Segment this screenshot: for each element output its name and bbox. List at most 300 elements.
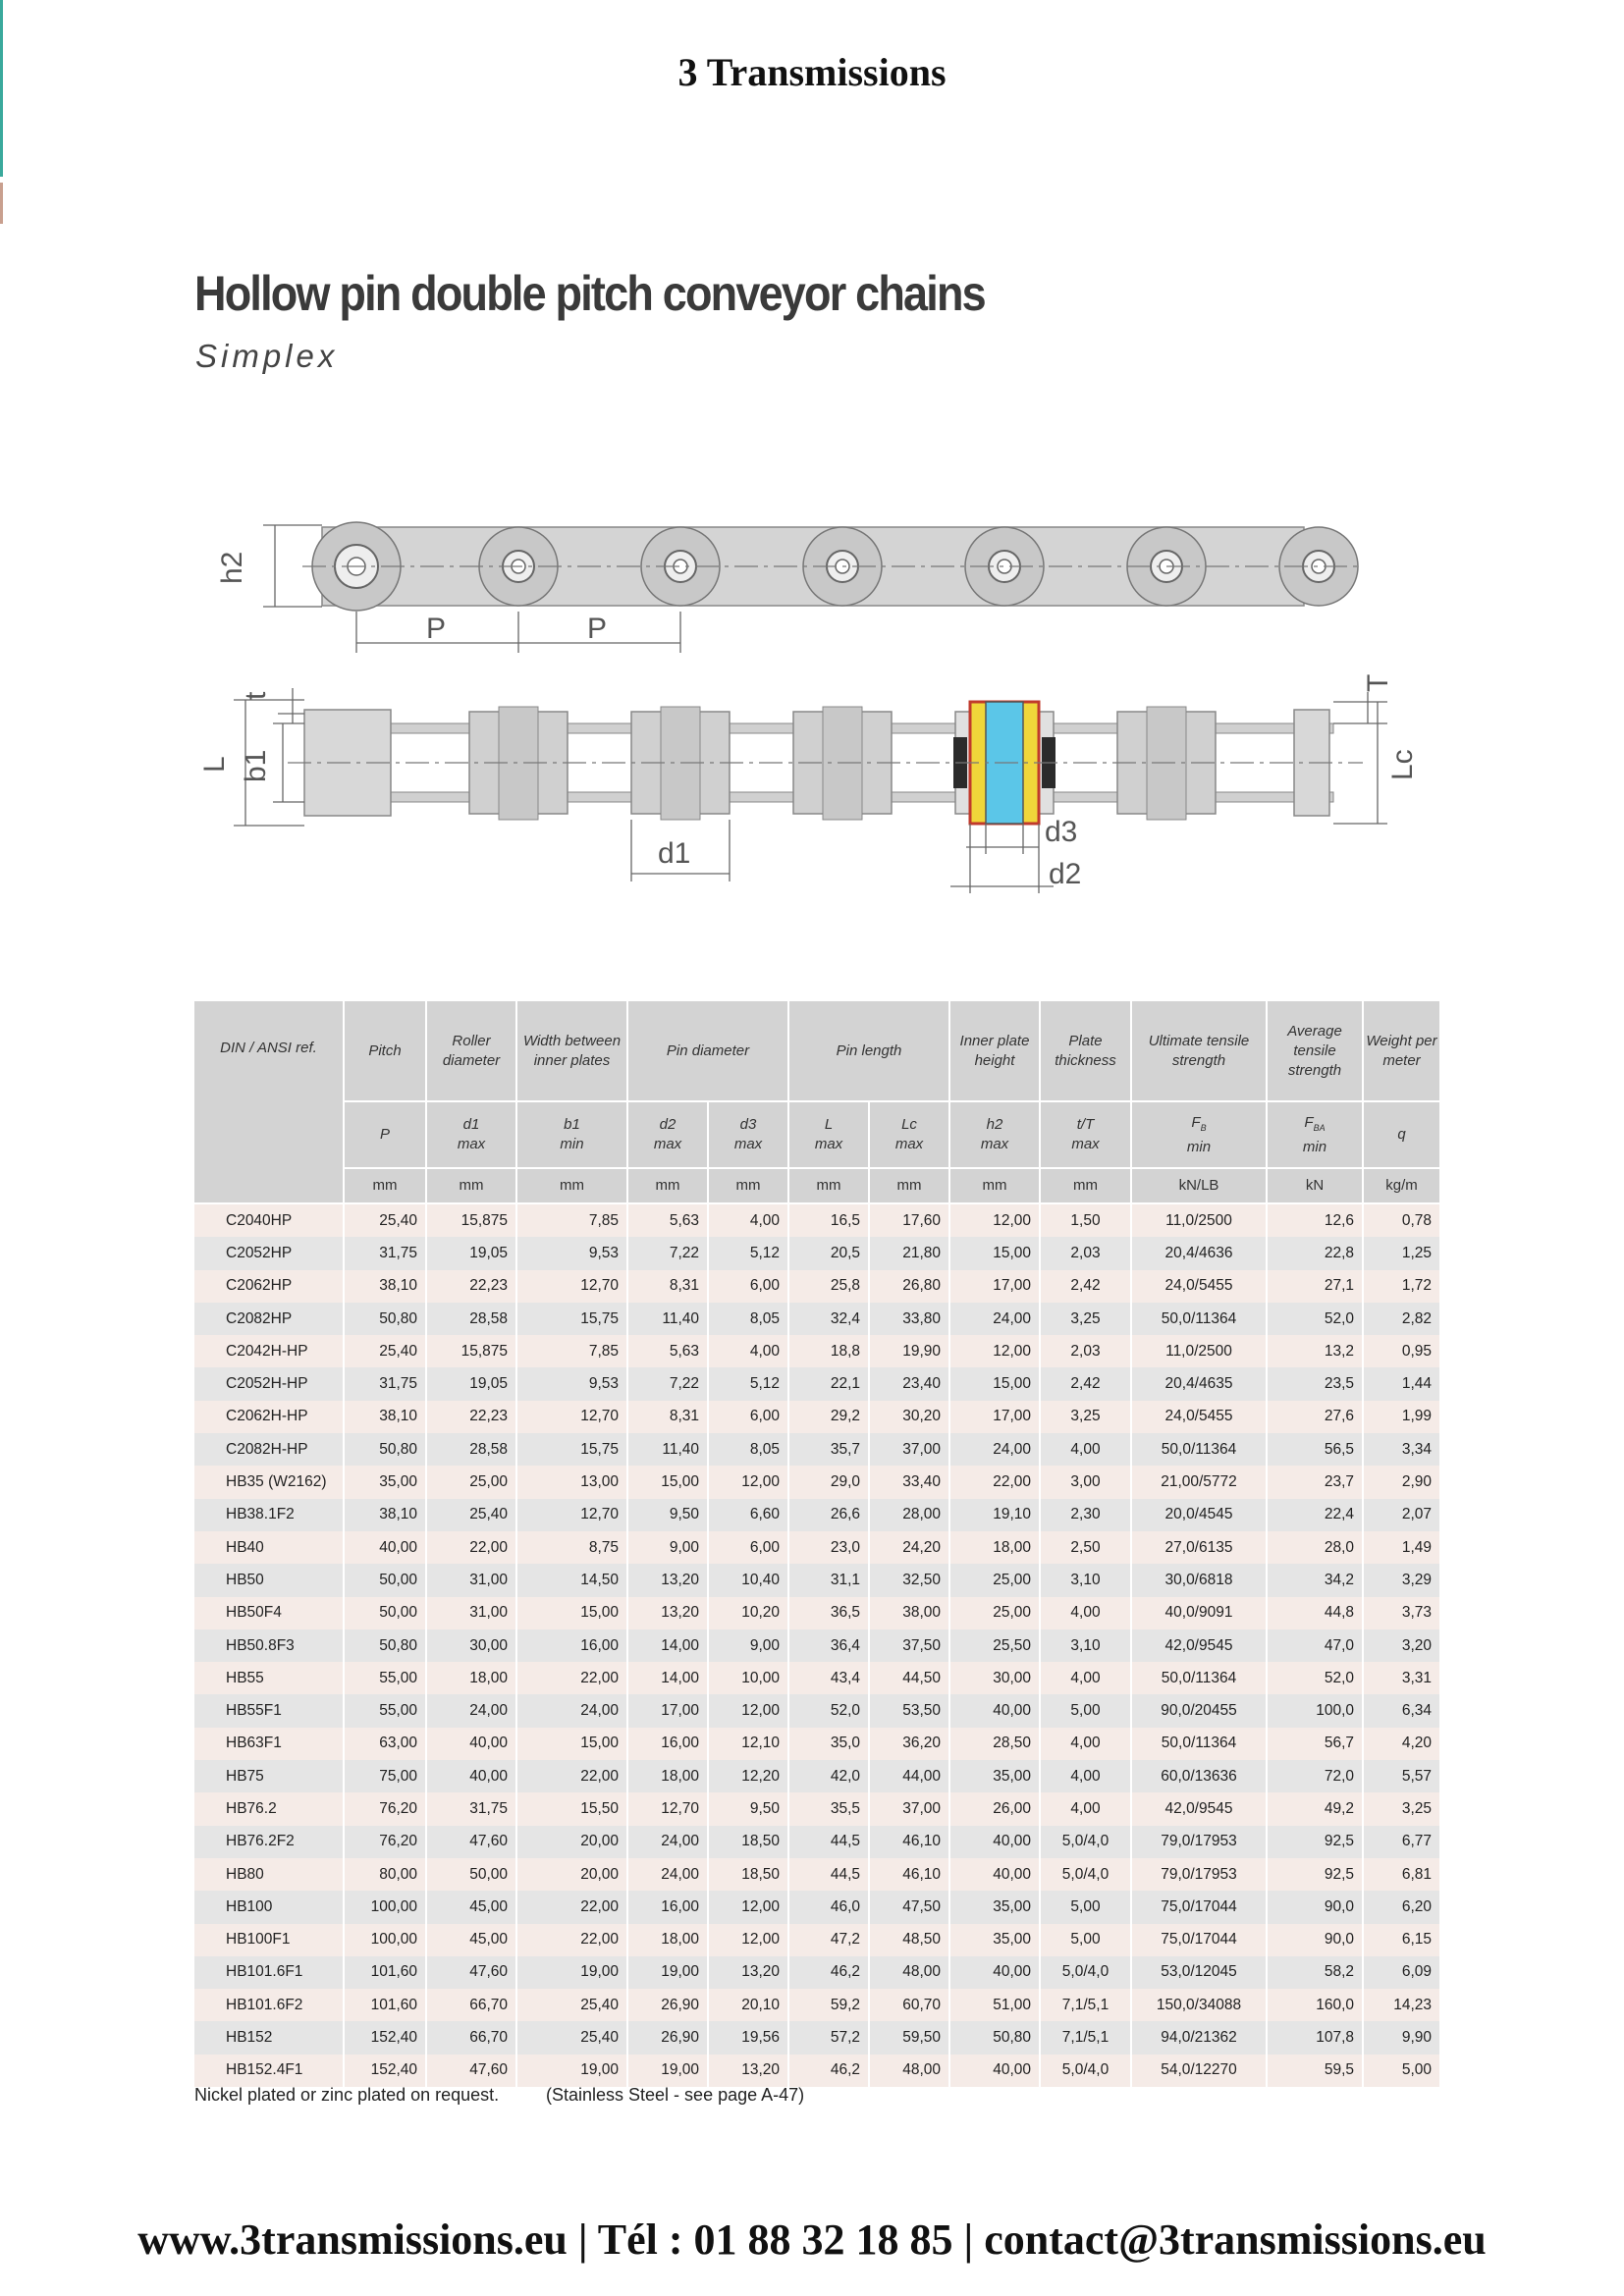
table-cell: 50,0/11364 xyxy=(1131,1662,1267,1694)
table-cell: 6,20 xyxy=(1363,1891,1440,1923)
table-cell: 2,07 xyxy=(1363,1499,1440,1531)
table-cell: 72,0 xyxy=(1267,1760,1363,1792)
table-cell: 80,00 xyxy=(344,1858,426,1891)
table-cell: 19,56 xyxy=(708,2021,788,2054)
table-cell: 25,00 xyxy=(949,1564,1040,1596)
table-cell: 55,00 xyxy=(344,1694,426,1727)
table-cell: 160,0 xyxy=(1267,1989,1363,2021)
chain-ref-cell: HB152.4F1 xyxy=(194,2055,344,2087)
table-cell: 19,00 xyxy=(516,1956,627,1989)
table-cell: 2,30 xyxy=(1040,1499,1131,1531)
table-row xyxy=(194,1597,1440,1629)
table-cell: 8,05 xyxy=(708,1303,788,1335)
table-cell: 13,20 xyxy=(708,2055,788,2087)
table-cell: 12,00 xyxy=(708,1924,788,1956)
table-cell: 2,82 xyxy=(1363,1303,1440,1335)
table-cell: 30,0/6818 xyxy=(1131,1564,1267,1596)
table-cell: 47,60 xyxy=(426,1956,516,1989)
chain-ref-cell: HB55 xyxy=(194,1662,344,1694)
table-cell: 100,00 xyxy=(344,1891,426,1923)
table-cell: 37,50 xyxy=(869,1629,949,1662)
table-cell: 22,00 xyxy=(516,1760,627,1792)
table-cell: 44,5 xyxy=(788,1858,869,1891)
table-cell: 56,7 xyxy=(1267,1728,1363,1760)
table-cell: 94,0/21362 xyxy=(1131,2021,1267,2054)
table-cell: 150,0/34088 xyxy=(1131,1989,1267,2021)
table-cell: 19,90 xyxy=(869,1335,949,1367)
table-cell: 50,80 xyxy=(344,1629,426,1662)
table-row xyxy=(194,1956,1440,1989)
header-average-strength: Average tensile strength xyxy=(1267,1001,1363,1101)
table-cell: 10,40 xyxy=(708,1564,788,1596)
table-cell: 13,20 xyxy=(708,1956,788,1989)
table-cell: 31,75 xyxy=(344,1367,426,1400)
chain-ref-cell: C2062H-HP xyxy=(194,1401,344,1433)
table-cell: 46,2 xyxy=(788,1956,869,1989)
unit: mm xyxy=(1040,1168,1131,1203)
table-cell: 15,75 xyxy=(516,1303,627,1335)
table-cell: 40,0/9091 xyxy=(1131,1597,1267,1629)
chain-ref-cell: HB80 xyxy=(194,1858,344,1891)
sym-Lc: Lc max xyxy=(869,1101,949,1168)
table-cell: 24,20 xyxy=(869,1531,949,1564)
table-cell: 9,00 xyxy=(627,1531,708,1564)
table-cell: 17,00 xyxy=(949,1401,1040,1433)
table-cell: 15,00 xyxy=(949,1237,1040,1269)
table-cell: 50,0/11364 xyxy=(1131,1728,1267,1760)
header-pin-length: Pin length xyxy=(788,1001,949,1101)
table-cell: 5,57 xyxy=(1363,1760,1440,1792)
table-cell: 107,8 xyxy=(1267,2021,1363,2054)
table-cell: 19,10 xyxy=(949,1499,1040,1531)
table-cell: 60,70 xyxy=(869,1989,949,2021)
table-cell: 24,00 xyxy=(627,1858,708,1891)
table-cell: 20,10 xyxy=(708,1989,788,2021)
table-cell: 37,00 xyxy=(869,1433,949,1466)
page-title: Hollow pin double pitch conveyor chains xyxy=(194,266,985,321)
table-cell: 4,00 xyxy=(1040,1728,1131,1760)
table-row xyxy=(194,2055,1440,2087)
table-cell: 20,4/4636 xyxy=(1131,1237,1267,1269)
table-cell: 13,2 xyxy=(1267,1335,1363,1367)
table-cell: 46,2 xyxy=(788,2055,869,2087)
table-row xyxy=(194,1662,1440,1694)
sym-P: P xyxy=(344,1101,426,1168)
label-h2: h2 xyxy=(216,551,248,584)
chain-ref-cell: C2062HP xyxy=(194,1270,344,1303)
header-width: Width between inner plates xyxy=(516,1001,627,1101)
table-cell: 52,0 xyxy=(1267,1662,1363,1694)
table-cell: 24,0/5455 xyxy=(1131,1270,1267,1303)
table-cell: 33,80 xyxy=(869,1303,949,1335)
table-cell: 20,0/4545 xyxy=(1131,1499,1267,1531)
table-cell: 42,0/9545 xyxy=(1131,1629,1267,1662)
table-cell: 22,00 xyxy=(516,1891,627,1923)
table-cell: 31,1 xyxy=(788,1564,869,1596)
table-cell: 3,31 xyxy=(1363,1662,1440,1694)
table-cell: 6,81 xyxy=(1363,1858,1440,1891)
table-cell: 13,20 xyxy=(627,1597,708,1629)
table-cell: 38,10 xyxy=(344,1401,426,1433)
table-cell: 3,73 xyxy=(1363,1597,1440,1629)
unit: mm xyxy=(949,1168,1040,1203)
table-cell: 4,00 xyxy=(1040,1597,1131,1629)
table-cell: 33,40 xyxy=(869,1466,949,1498)
table-cell: 40,00 xyxy=(949,1858,1040,1891)
table-cell: 23,5 xyxy=(1267,1367,1363,1400)
table-cell: 29,0 xyxy=(788,1466,869,1498)
table-cell: 3,10 xyxy=(1040,1629,1131,1662)
table-cell: 38,10 xyxy=(344,1270,426,1303)
table-cell: 20,00 xyxy=(516,1826,627,1858)
table-cell: 76,20 xyxy=(344,1826,426,1858)
table-cell: 42,0/9545 xyxy=(1131,1792,1267,1825)
table-cell: 27,1 xyxy=(1267,1270,1363,1303)
table-cell: 2,03 xyxy=(1040,1237,1131,1269)
unit: kN/LB xyxy=(1131,1168,1267,1203)
header-pitch: Pitch xyxy=(344,1001,426,1101)
chain-top-view xyxy=(198,674,1419,893)
table-cell: 8,31 xyxy=(627,1270,708,1303)
table-row xyxy=(194,1303,1440,1335)
chain-ref-cell: HB152 xyxy=(194,2021,344,2054)
table-cell: 24,00 xyxy=(949,1433,1040,1466)
chain-ref-cell: HB101.6F2 xyxy=(194,1989,344,2021)
table-cell: 50,0/11364 xyxy=(1131,1433,1267,1466)
table-cell: 22,8 xyxy=(1267,1237,1363,1269)
table-row xyxy=(194,1466,1440,1498)
unit: mm xyxy=(788,1168,869,1203)
chain-ref-cell: HB76.2F2 xyxy=(194,1826,344,1858)
table-cell: 6,09 xyxy=(1363,1956,1440,1989)
table-cell: 15,00 xyxy=(516,1597,627,1629)
table-cell: 6,00 xyxy=(708,1531,788,1564)
label-t: t xyxy=(240,691,272,700)
table-cell: 50,00 xyxy=(426,1858,516,1891)
table-cell: 16,5 xyxy=(788,1203,869,1237)
table-cell: 26,6 xyxy=(788,1499,869,1531)
table-cell: 42,0 xyxy=(788,1760,869,1792)
table-cell: 40,00 xyxy=(426,1760,516,1792)
table-cell: 7,1/5,1 xyxy=(1040,1989,1131,2021)
table-cell: 16,00 xyxy=(627,1891,708,1923)
table-row xyxy=(194,1335,1440,1367)
table-row xyxy=(194,1989,1440,2021)
table-cell: 63,00 xyxy=(344,1728,426,1760)
table-cell: 35,00 xyxy=(949,1891,1040,1923)
table-row xyxy=(194,1564,1440,1596)
header-pin-diameter: Pin diameter xyxy=(627,1001,788,1101)
table-cell: 37,00 xyxy=(869,1792,949,1825)
table-cell: 30,20 xyxy=(869,1401,949,1433)
table-cell: 5,00 xyxy=(1040,1891,1131,1923)
table-cell: 31,00 xyxy=(426,1597,516,1629)
label-pitch-2: P xyxy=(587,613,608,645)
sym-h2: h2 max xyxy=(949,1101,1040,1168)
sym-d3: d3 max xyxy=(708,1101,788,1168)
table-cell: 25,50 xyxy=(949,1629,1040,1662)
table-cell: 19,00 xyxy=(627,2055,708,2087)
table-cell: 6,34 xyxy=(1363,1694,1440,1727)
unit: mm xyxy=(708,1168,788,1203)
table-cell: 45,00 xyxy=(426,1891,516,1923)
table-cell: 6,77 xyxy=(1363,1826,1440,1858)
table-cell: 15,875 xyxy=(426,1335,516,1367)
table-cell: 19,05 xyxy=(426,1237,516,1269)
table-cell: 32,50 xyxy=(869,1564,949,1596)
table-cell: 35,00 xyxy=(344,1466,426,1498)
table-cell: 24,00 xyxy=(627,1826,708,1858)
table-cell: 66,70 xyxy=(426,2021,516,2054)
label-d3: d3 xyxy=(1045,816,1078,848)
table-cell: 15,00 xyxy=(627,1466,708,1498)
table-cell: 0,78 xyxy=(1363,1203,1440,1237)
table-cell: 15,875 xyxy=(426,1203,516,1237)
table-cell: 43,4 xyxy=(788,1662,869,1694)
table-cell: 22,00 xyxy=(516,1662,627,1694)
table-cell: 14,00 xyxy=(627,1662,708,1694)
table-cell: 100,0 xyxy=(1267,1694,1363,1727)
table-cell: 5,00 xyxy=(1040,1694,1131,1727)
label-T: T xyxy=(1362,673,1394,692)
table-cell: 10,20 xyxy=(708,1597,788,1629)
table-cell: 5,0/4,0 xyxy=(1040,2055,1131,2087)
table-cell: 4,00 xyxy=(1040,1433,1131,1466)
chain-ref-cell: C2052H-HP xyxy=(194,1367,344,1400)
table-cell: 23,40 xyxy=(869,1367,949,1400)
table-cell: 12,00 xyxy=(949,1335,1040,1367)
table-cell: 28,50 xyxy=(949,1728,1040,1760)
chain-ref-cell: HB50 xyxy=(194,1564,344,1596)
chain-ref-cell: HB50F4 xyxy=(194,1597,344,1629)
table-cell: 47,0 xyxy=(1267,1629,1363,1662)
table-cell: 22,23 xyxy=(426,1270,516,1303)
table-cell: 17,00 xyxy=(627,1694,708,1727)
chain-ref-cell: HB63F1 xyxy=(194,1728,344,1760)
table-cell: 15,00 xyxy=(516,1728,627,1760)
chain-ref-cell: HB40 xyxy=(194,1531,344,1564)
table-cell: 1,72 xyxy=(1363,1270,1440,1303)
table-cell: 4,00 xyxy=(708,1335,788,1367)
table-cell: 46,0 xyxy=(788,1891,869,1923)
header-row-symbols xyxy=(194,1101,1440,1168)
table-cell: 20,4/4635 xyxy=(1131,1367,1267,1400)
table-cell: 24,00 xyxy=(516,1694,627,1727)
footer-contact: www.3transmissions.eu | Tél : 01 88 32 18 85 | contact@3transmissions.eu xyxy=(137,2216,1487,2264)
table-cell: 60,0/13636 xyxy=(1131,1760,1267,1792)
unit: kN xyxy=(1267,1168,1363,1203)
table-cell: 4,00 xyxy=(708,1203,788,1237)
header-ref: DIN / ANSI ref. xyxy=(194,1001,344,1203)
table-cell: 3,00 xyxy=(1040,1466,1131,1498)
table-cell: 4,00 xyxy=(1040,1662,1131,1694)
table-cell: 25,40 xyxy=(344,1335,426,1367)
table-cell: 19,05 xyxy=(426,1367,516,1400)
table-cell: 9,53 xyxy=(516,1237,627,1269)
table-cell: 6,60 xyxy=(708,1499,788,1531)
table-cell: 9,90 xyxy=(1363,2021,1440,2054)
table-row xyxy=(194,1858,1440,1891)
sym-FB: $F_B$ min xyxy=(1131,1101,1267,1168)
table-cell: 50,80 xyxy=(949,2021,1040,2054)
table-cell: 50,80 xyxy=(344,1303,426,1335)
sym-tT: t/T max xyxy=(1040,1101,1131,1168)
table-row xyxy=(194,2021,1440,2054)
table-cell: 79,0/17953 xyxy=(1131,1858,1267,1891)
table-cell: 5,12 xyxy=(708,1367,788,1400)
table-cell: 10,00 xyxy=(708,1662,788,1694)
table-cell: 11,0/2500 xyxy=(1131,1335,1267,1367)
table-cell: 23,7 xyxy=(1267,1466,1363,1498)
label-d1: d1 xyxy=(658,837,691,870)
table-cell: 35,00 xyxy=(949,1924,1040,1956)
label-L: L xyxy=(198,756,231,773)
table-cell: 28,58 xyxy=(426,1433,516,1466)
table-cell: 101,60 xyxy=(344,1956,426,1989)
table-cell: 48,00 xyxy=(869,2055,949,2087)
table-cell: 22,4 xyxy=(1267,1499,1363,1531)
table-cell: 17,60 xyxy=(869,1203,949,1237)
table-cell: 75,00 xyxy=(344,1760,426,1792)
table-cell: 12,00 xyxy=(708,1694,788,1727)
table-cell: 3,25 xyxy=(1363,1792,1440,1825)
table-cell: 12,20 xyxy=(708,1760,788,1792)
header-weight: Weight per meter xyxy=(1363,1001,1440,1101)
table-row xyxy=(194,1728,1440,1760)
table-cell: 13,20 xyxy=(627,1564,708,1596)
table-cell: 1,99 xyxy=(1363,1401,1440,1433)
sym-d2: d2 max xyxy=(627,1101,708,1168)
table-cell: 90,0 xyxy=(1267,1891,1363,1923)
table-row xyxy=(194,1826,1440,1858)
table-cell: 18,50 xyxy=(708,1826,788,1858)
label-b1: b1 xyxy=(240,749,272,782)
table-cell: 22,00 xyxy=(426,1531,516,1564)
table-cell: 7,22 xyxy=(627,1367,708,1400)
table-cell: 4,20 xyxy=(1363,1728,1440,1760)
table-cell: 12,6 xyxy=(1267,1203,1363,1237)
table-cell: 3,20 xyxy=(1363,1629,1440,1662)
chain-ref-cell: HB100 xyxy=(194,1891,344,1923)
table-cell: 55,00 xyxy=(344,1662,426,1694)
table-cell: 53,50 xyxy=(869,1694,949,1727)
table-cell: 3,34 xyxy=(1363,1433,1440,1466)
table-cell: 4,00 xyxy=(1040,1792,1131,1825)
unit: mm xyxy=(869,1168,949,1203)
header-row-names xyxy=(194,1001,1440,1101)
table-cell: 48,50 xyxy=(869,1924,949,1956)
table-cell: 53,0/12045 xyxy=(1131,1956,1267,1989)
table-cell: 6,00 xyxy=(708,1270,788,1303)
table-cell: 12,00 xyxy=(708,1466,788,1498)
table-cell: 47,50 xyxy=(869,1891,949,1923)
table-cell: 29,2 xyxy=(788,1401,869,1433)
table-cell: 49,2 xyxy=(1267,1792,1363,1825)
table-cell: 12,00 xyxy=(708,1891,788,1923)
table-cell: 3,25 xyxy=(1040,1401,1131,1433)
table-cell: 31,75 xyxy=(426,1792,516,1825)
chain-ref-cell: C2082H-HP xyxy=(194,1433,344,1466)
table-cell: 12,70 xyxy=(516,1401,627,1433)
table-cell: 2,03 xyxy=(1040,1335,1131,1367)
table-cell: 15,50 xyxy=(516,1792,627,1825)
table-cell: 50,00 xyxy=(344,1597,426,1629)
header-inner-plate: Inner plate height xyxy=(949,1001,1040,1101)
table-cell: 24,00 xyxy=(426,1694,516,1727)
table-cell: 92,5 xyxy=(1267,1826,1363,1858)
table-cell: 18,00 xyxy=(627,1760,708,1792)
table-cell: 18,00 xyxy=(949,1531,1040,1564)
table-cell: 5,0/4,0 xyxy=(1040,1956,1131,1989)
table-row xyxy=(194,1433,1440,1466)
table-cell: 5,00 xyxy=(1040,1924,1131,1956)
chain-ref-cell: HB55F1 xyxy=(194,1694,344,1727)
table-cell: 152,40 xyxy=(344,2021,426,2054)
table-cell: 9,00 xyxy=(708,1629,788,1662)
table-cell: 27,6 xyxy=(1267,1401,1363,1433)
table-row xyxy=(194,1237,1440,1269)
chain-ref-cell: HB76.2 xyxy=(194,1792,344,1825)
table-cell: 38,00 xyxy=(869,1597,949,1629)
chain-ref-cell: HB100F1 xyxy=(194,1924,344,1956)
chain-ref-cell: HB38.1F2 xyxy=(194,1499,344,1531)
table-cell: 5,63 xyxy=(627,1335,708,1367)
label-d2: d2 xyxy=(1049,858,1082,890)
table-cell: 75,0/17044 xyxy=(1131,1891,1267,1923)
unit: mm xyxy=(426,1168,516,1203)
table-row xyxy=(194,1531,1440,1564)
table-cell: 25,40 xyxy=(516,2021,627,2054)
table-cell: 35,7 xyxy=(788,1433,869,1466)
table-cell: 47,60 xyxy=(426,1826,516,1858)
table-cell: 40,00 xyxy=(426,1728,516,1760)
table-cell: 15,75 xyxy=(516,1433,627,1466)
table-cell: 1,25 xyxy=(1363,1237,1440,1269)
table-cell: 18,50 xyxy=(708,1858,788,1891)
chain-ref-cell: C2040HP xyxy=(194,1203,344,1237)
chain-ref-cell: C2082HP xyxy=(194,1303,344,1335)
table-cell: 40,00 xyxy=(344,1531,426,1564)
table-cell: 16,00 xyxy=(516,1629,627,1662)
table-cell: 2,50 xyxy=(1040,1531,1131,1564)
table-cell: 1,49 xyxy=(1363,1531,1440,1564)
table-cell: 26,00 xyxy=(949,1792,1040,1825)
table-cell: 8,75 xyxy=(516,1531,627,1564)
table-cell: 20,00 xyxy=(516,1858,627,1891)
chain-ref-cell: HB35 (W2162) xyxy=(194,1466,344,1498)
table-cell: 26,90 xyxy=(627,2021,708,2054)
table-row xyxy=(194,1694,1440,1727)
table-cell: 40,00 xyxy=(949,1956,1040,1989)
table-cell: 7,85 xyxy=(516,1203,627,1237)
table-cell: 47,2 xyxy=(788,1924,869,1956)
chain-diagram xyxy=(194,496,1461,893)
company-header: 3 Transmissions xyxy=(677,50,947,94)
table-cell: 59,2 xyxy=(788,1989,869,2021)
table-cell: 14,23 xyxy=(1363,1989,1440,2021)
table-cell: 5,12 xyxy=(708,1237,788,1269)
table-cell: 19,00 xyxy=(627,1956,708,1989)
table-cell: 9,50 xyxy=(627,1499,708,1531)
table-cell: 14,50 xyxy=(516,1564,627,1596)
table-cell: 52,0 xyxy=(788,1694,869,1727)
table-cell: 57,2 xyxy=(788,2021,869,2054)
page-subtitle: Simplex xyxy=(195,338,339,374)
table-cell: 25,40 xyxy=(426,1499,516,1531)
table-cell: 11,0/2500 xyxy=(1131,1203,1267,1237)
header-row-units xyxy=(194,1168,1440,1203)
stainless-note: (Stainless Steel - see page A-47) xyxy=(546,2085,805,2105)
